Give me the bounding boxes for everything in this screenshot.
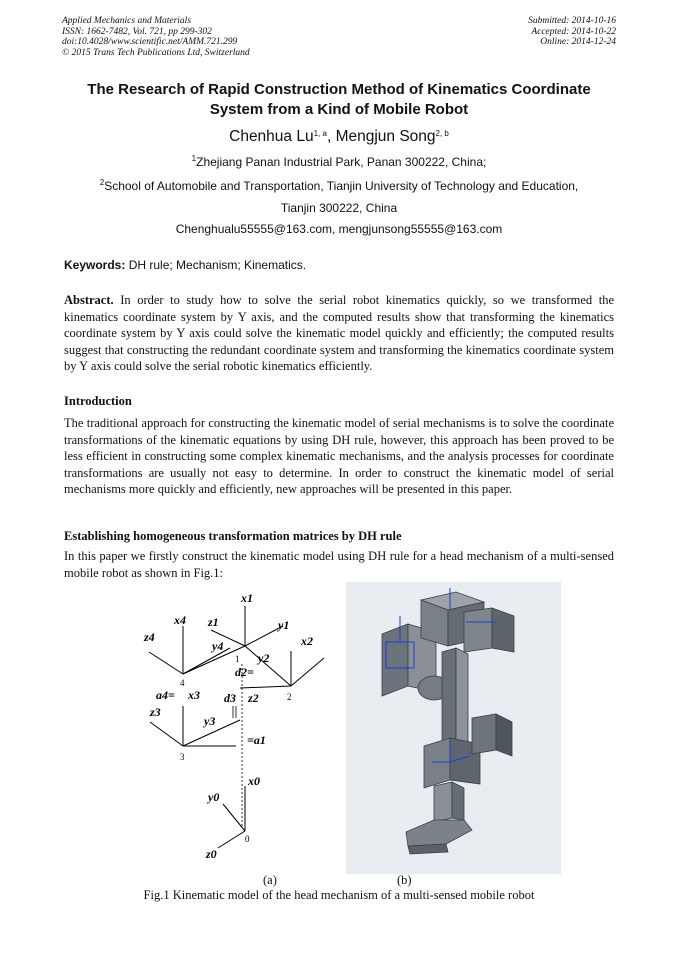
doi-line[interactable]: doi:10.4028/www.scientific.net/AMM.721.299 xyxy=(62,37,238,47)
affiliation-2-continued: Tianjin 300222, China xyxy=(280,201,398,215)
label-z1: z1 xyxy=(208,615,219,629)
kinematic-diagram xyxy=(128,586,333,876)
label-a4: a4= xyxy=(156,688,175,702)
journal-name: Applied Mechanics and Materials xyxy=(62,16,192,26)
affiliation-1 xyxy=(0,155,678,169)
copyright-line: © 2015 Trans Tech Publications Ltd, Switzerland xyxy=(62,47,250,58)
journal-header-right xyxy=(528,16,616,48)
frame-number-1: 1 xyxy=(235,654,240,664)
keywords-text: DH rule; Mechanism; Kinematics. xyxy=(125,258,307,272)
author-1-affil: 1, a xyxy=(313,129,327,138)
label-x2: x2 xyxy=(301,634,313,648)
frame-number-3: 3 xyxy=(180,752,185,762)
journal-header-left xyxy=(62,16,250,58)
section-heading-dh-rule: Establishing homogeneous transformation matrices by DH rule xyxy=(64,529,402,543)
label-d2: d2= xyxy=(235,665,254,679)
label-z0: z0 xyxy=(206,847,217,861)
figure-label-a: (a) xyxy=(263,873,277,887)
robot-render-image xyxy=(346,582,561,874)
author-emails[interactable]: Chenghualu55555@163.com, mengjunsong55555@163.com xyxy=(175,222,503,236)
figure-label-b: (b) xyxy=(397,873,412,887)
label-x0: x0 xyxy=(248,774,260,788)
author-1: Chenhua Lu xyxy=(229,128,314,145)
label-y0: y0 xyxy=(208,790,220,804)
title-line-1: The Research of Rapid Construction Method of Kinematics Coordinate xyxy=(87,81,591,98)
frame-number-2: 2 xyxy=(287,692,292,702)
label-y2: y2 xyxy=(258,651,270,665)
paper-title xyxy=(40,80,638,120)
label-y3: y3 xyxy=(204,714,216,728)
label-a1: =a1 xyxy=(247,733,266,747)
section-dh-rule-text: In this paper we firstly construct the kinematic model using DH rule for a head mechanism of a multi-sensed mobile robot as shown in Fig.1: xyxy=(64,549,614,580)
robot-mechanism-illustration xyxy=(346,582,561,874)
author-2-affil: 2, b xyxy=(435,129,449,138)
abstract xyxy=(64,292,614,375)
affiliation-1-num: 1 xyxy=(191,154,197,163)
frame-number-0: 0 xyxy=(245,834,250,844)
author-2: Mengjun Song xyxy=(335,128,436,145)
label-x3: x3 xyxy=(188,688,200,702)
label-d3: d3 xyxy=(224,691,236,705)
label-y4: y4 xyxy=(212,639,224,653)
keywords xyxy=(64,258,306,272)
introduction-heading: Introduction xyxy=(64,394,132,408)
abstract-label: Abstract. xyxy=(64,293,114,307)
label-z2: z2 xyxy=(248,691,259,705)
author-separator: , xyxy=(326,128,336,145)
affiliation-2 xyxy=(0,179,678,193)
label-y1: y1 xyxy=(278,618,290,632)
label-z4: z4 xyxy=(144,630,155,644)
label-x4: x4 xyxy=(174,613,186,627)
affiliation-2-num: 2 xyxy=(99,178,105,187)
frame-number-4: 4 xyxy=(180,678,185,688)
author-list xyxy=(0,128,678,146)
accepted-date: Accepted: 2014-10-22 xyxy=(531,26,616,37)
submitted-date: Submitted: 2014-10-16 xyxy=(528,16,616,26)
label-z3: z3 xyxy=(150,705,161,719)
label-x1: x1 xyxy=(241,591,253,605)
issn-line: ISSN: 1662-7482, Vol. 721, pp 299-302 xyxy=(62,26,212,37)
title-line-2: System from a Kind of Mobile Robot xyxy=(209,101,469,118)
keywords-label: Keywords: xyxy=(64,258,126,272)
affiliation-1-text: Zhejiang Panan Industrial Park, Panan 300222, China; xyxy=(196,155,487,169)
abstract-text: In order to study how to solve the serial robot kinematics quickly, so we transformed the kinematics coordinate system by Y axis, and the computed results show that transforming the kinematics coordinate system by Y axis could solve the kinematic model quickly and efficiently; the computed results suggest that constructing the redundant coordinate system and transforming the kinematics coordinate system by Y axis could solve the serial robotic kinematics efficiently. xyxy=(64,293,614,374)
introduction-text: The traditional approach for constructing the kinematic model of serial mechanisms is to solve the coordinate transformations of the kinematic equations by using DH rule, however, this approach has been proved to be less efficient in constructing some complex kinematic mechanisms, and the analysis processes for coordinate transformations are usually not easy to determine. In order to construct the kinematic model of serial mechanisms more quickly and efficiently, new approaches will be presented in this paper. xyxy=(64,416,614,497)
online-date: Online: 2014-12-24 xyxy=(540,37,616,47)
affiliation-2-text: School of Automobile and Transportation, Tianjin University of Technology and Education, xyxy=(104,179,579,193)
figure-caption: Fig.1 Kinematic model of the head mechanism of a multi-sensed mobile robot xyxy=(143,888,535,902)
